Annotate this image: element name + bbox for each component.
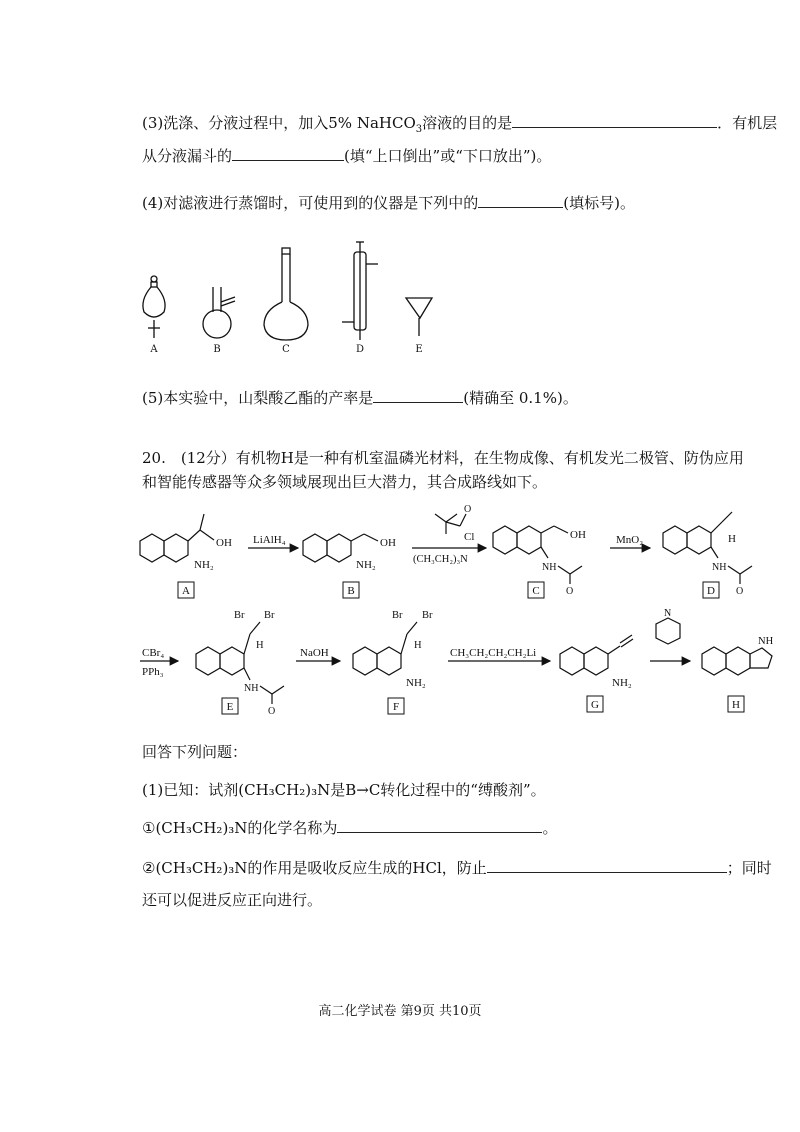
compound-f-br2: Br [422, 610, 433, 621]
q3-line1-text-a: (3)洗涤、分液过程中，加入5% NaHCO [142, 114, 416, 132]
compound-e-h: H [256, 640, 264, 651]
compound-g-nh2: NH₂ [612, 677, 632, 689]
compound-label-f: F [392, 701, 400, 713]
q4-text-a: (4)对滤液进行蒸馏时，可使用到的仪器是下列中的 [142, 194, 479, 212]
compound-a [140, 514, 232, 598]
answer-q1-1-blank[interactable] [337, 818, 542, 833]
compound-b-nh2: NH₂ [356, 559, 376, 571]
q5-text-a: (5)本实验中，山梨酸乙酯的产率是 [142, 389, 374, 407]
answer-q1: (1)已知：试剂(CH₃CH₂)₃N是B→C转化过程中的“缚酸剂”。 [142, 781, 546, 799]
compound-label-g: G [591, 699, 599, 711]
answer-q1-1-text-a: ①(CH₃CH₂)₃N的化学名称为 [142, 819, 338, 837]
compound-c [493, 526, 586, 598]
compound-label-a: A [182, 585, 190, 597]
q3-line2-text-b: (填“上口倒出”或“下口放出”)。 [344, 147, 552, 165]
funnel [406, 298, 432, 336]
compound-f-br1: Br [392, 610, 403, 621]
separatory-funnel [143, 276, 165, 338]
compound-label-d: D [707, 585, 715, 597]
apparatus-label-d: D [355, 344, 365, 355]
q3-line1-text-c: ．有机层 [717, 114, 778, 132]
answer-q1-1 [142, 818, 557, 838]
compound-e [196, 610, 284, 717]
volumetric-flask [264, 248, 308, 340]
compound-label-e: E [226, 701, 234, 713]
q5-text-b: (精确至 0.1%)。 [463, 389, 578, 407]
q3-line2-text-a: 从分液漏斗的 [142, 147, 233, 165]
q5-answer-blank[interactable] [373, 388, 463, 403]
reagent-cbr4: CBr₄ [142, 647, 165, 659]
answer-q1-2 [142, 858, 772, 878]
compound-f-nh2: NH₂ [406, 677, 426, 689]
reagent-butyllithium: CH₃CH₂CH₂CH₂Li [450, 647, 537, 659]
apparatus-label-b: B [213, 344, 221, 355]
q5-line [142, 388, 578, 408]
compound-g [560, 635, 633, 712]
compound-e-br1: Br [234, 610, 245, 621]
condenser [342, 242, 378, 340]
reagent-triethylamine: (CH₃CH₂)₃N [413, 554, 468, 565]
compound-c-oh: OH [570, 529, 586, 541]
apparatus-label-a: A [150, 344, 158, 355]
compound-f [353, 610, 433, 714]
answer-q1-2-blank[interactable] [487, 858, 727, 873]
q3-answer-blank-1[interactable] [512, 113, 717, 128]
q4-answer-blank[interactable] [478, 193, 563, 208]
reagent-lialh4: LiAlH₄ [253, 534, 286, 546]
q3-line2 [142, 146, 551, 166]
q3-line1-text-b: 溶液的目的是 [422, 114, 513, 132]
acyl-cl: Cl [464, 531, 475, 543]
q4-line [142, 193, 635, 213]
q3-line1 [142, 113, 777, 140]
answer-q1-2-cont: 还可以促进反应正向进行。 [142, 891, 323, 909]
answer-q1-1-text-b: 。 [542, 819, 558, 837]
compound-h [702, 636, 774, 712]
compound-b-oh: OH [380, 537, 396, 549]
compound-e-br2: Br [264, 610, 275, 621]
reagent-pph3: PPh₃ [142, 666, 164, 678]
compound-a-oh: OH [216, 537, 232, 549]
compound-e-o: O [268, 706, 276, 717]
compound-d [663, 512, 752, 598]
compound-label-c: C [532, 585, 540, 597]
compound-h-nh: NH [758, 636, 774, 647]
q3-answer-blank-2[interactable] [232, 146, 344, 161]
pivaloyl-chloride [435, 514, 466, 534]
page-footer: 高二化学试卷 第9页 共10页 [318, 1004, 482, 1019]
apparatus-label-c: C [282, 344, 290, 355]
compound-e-nh: NH [244, 683, 259, 694]
compound-label-b: B [347, 585, 355, 597]
reagent-naoh: NaOH [300, 647, 329, 659]
answer-intro: 回答下列问题： [142, 743, 248, 761]
compound-f-h: H [414, 640, 422, 651]
compound-c-nh: NH [542, 562, 557, 573]
q20-line1: 20. (12分）有机物H是一种有机室温磷光材料，在生物成像、有机发光二极管、防伪应用 [142, 449, 744, 467]
apparatus-figure [120, 240, 460, 360]
compound-a-nh2: NH₂ [194, 559, 214, 571]
round-flask-side-arm [203, 287, 235, 338]
compound-d-nh: NH [712, 562, 727, 573]
compound-label-h: H [732, 699, 740, 711]
answer-q1-2-text-a: ②(CH₃CH₂)₃N的作用是吸收反应生成的HCl，防止 [142, 859, 487, 877]
q3-line1-sub: 3 [415, 124, 423, 135]
apparatus-label-e: E [415, 344, 423, 355]
synthesis-scheme [130, 500, 800, 720]
acyl-o: O [464, 504, 472, 515]
q20-line2: 和智能传感器等众多领域展现出巨大潜力，其合成路线如下。 [142, 473, 548, 491]
compound-b [303, 534, 396, 598]
pyridine-n: N [664, 608, 672, 619]
compound-d-h: H [728, 533, 736, 545]
compound-c-o: O [566, 586, 574, 597]
pyridine [656, 608, 680, 644]
answer-q1-2-text-b: ；同时 [726, 859, 772, 877]
q4-text-b: (填标号)。 [563, 194, 635, 212]
compound-d-o: O [736, 586, 744, 597]
reagent-mno2: MnO₂ [616, 534, 644, 546]
